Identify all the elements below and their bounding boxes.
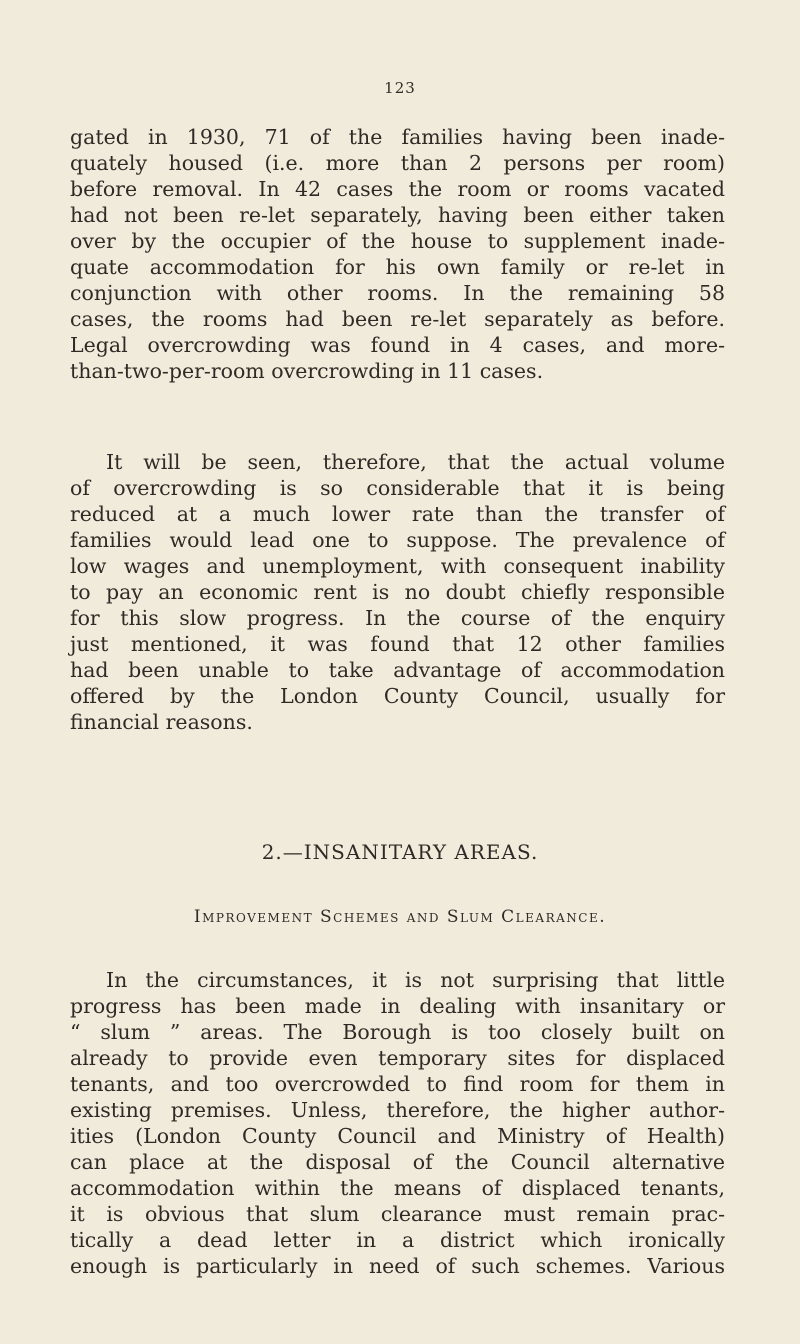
- section-heading: 2.—INSANITARY AREAS.: [261, 840, 539, 864]
- text-line: “ slum ” areas. The Borough is too closely built on: [70, 1020, 725, 1044]
- text-line: had been unable to take advantage of accommodation: [70, 658, 725, 682]
- text-line: before removal. In 42 cases the room or rooms vacated: [70, 177, 725, 201]
- text-line: for this slow progress. In the course of the enquiry: [70, 606, 725, 630]
- text-line: In the circumstances, it is not surprising that little: [106, 968, 725, 992]
- text-line: it is obvious that slum clearance must remain prac-: [70, 1202, 725, 1226]
- text-line: offered by the London County Council, usually for: [70, 684, 725, 708]
- text-line: already to provide even temporary sites for displaced: [70, 1046, 725, 1070]
- text-line: over by the occupier of the house to supplement inade-: [70, 229, 725, 253]
- text-line: of overcrowding is so considerable that it is being: [70, 476, 725, 500]
- text-line: existing premises. Unless, therefore, the higher author-: [70, 1098, 725, 1122]
- text-line: to pay an economic rent is no doubt chiefly responsible: [70, 580, 725, 604]
- text-line: low wages and unemployment, with consequent inability: [70, 554, 725, 578]
- text-line: accommodation within the means of displaced tenants,: [70, 1176, 725, 1200]
- page-number: 123: [384, 79, 416, 97]
- text-line: tically a dead letter in a district which ironically: [70, 1228, 725, 1252]
- text-line: just mentioned, it was found that 12 other families: [70, 632, 725, 656]
- text-line: reduced at a much lower rate than the transfer of: [70, 502, 725, 526]
- section-subheading: Improvement Schemes and Slum Clearance.: [193, 907, 607, 927]
- text-line: It will be seen, therefore, that the actual volume: [106, 450, 725, 474]
- text-line: enough is particularly in need of such schemes. Various: [70, 1254, 725, 1278]
- text-line: families would lead one to suppose. The prevalence of: [70, 528, 725, 552]
- paragraph-1: [70, 124, 725, 384]
- text-line: quate accommodation for his own family or re-let in: [70, 255, 725, 279]
- text-line: quately housed (i.e. more than 2 persons per room): [70, 151, 725, 175]
- text-line: gated in 1930, 71 of the families having been inade-: [70, 125, 725, 149]
- paragraph-3: [70, 967, 725, 1279]
- text-line: had not been re-let separately, having been either taken: [70, 203, 725, 227]
- text-line: progress has been made in dealing with insanitary or: [70, 994, 725, 1018]
- text-line: conjunction with other rooms. In the remaining 58: [70, 281, 725, 305]
- text-line: than-two-per-room overcrowding in 11 cases.: [70, 359, 544, 383]
- text-line: tenants, and too overcrowded to find room for them in: [70, 1072, 725, 1096]
- text-line: Legal overcrowding was found in 4 cases, and more-: [70, 333, 725, 357]
- text-line: ities (London County Council and Ministry of Health): [70, 1124, 725, 1148]
- text-line: financial reasons.: [70, 710, 253, 734]
- paragraph-2: [70, 449, 725, 735]
- text-line: can place at the disposal of the Council alternative: [70, 1150, 725, 1174]
- text-line: cases, the rooms had been re-let separately as before.: [70, 307, 725, 331]
